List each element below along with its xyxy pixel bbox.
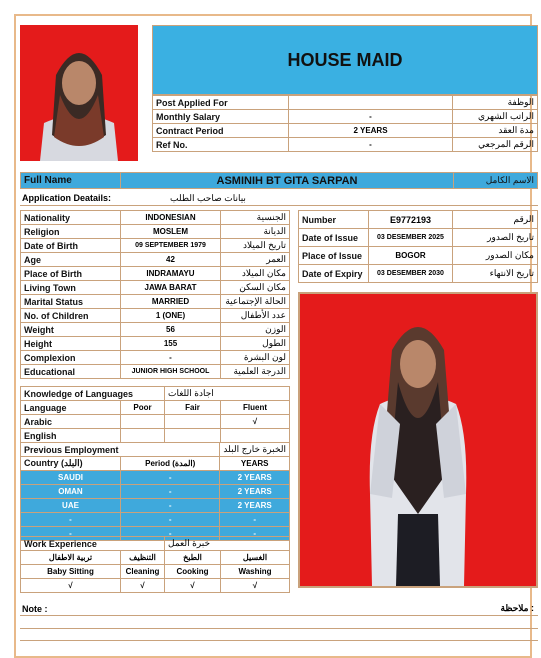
emp-years: 2 YEARS	[220, 499, 290, 513]
passport-row	[299, 229, 538, 247]
nationality-ar: الجنسية	[221, 211, 290, 225]
emp-years: -	[220, 527, 290, 541]
post-value	[289, 96, 453, 110]
issue-date-value: 03 DESEMBER 2025	[369, 229, 453, 247]
language-row	[21, 429, 290, 443]
job-row	[153, 124, 538, 138]
religion-ar: الديانة	[221, 225, 290, 239]
employment-title-ar: الخبرة خارج البلد	[220, 443, 290, 457]
note-line	[20, 628, 538, 629]
emp-period: -	[121, 485, 220, 499]
weight-label: Weight	[21, 323, 121, 337]
skill-ar: تربية الاطفال	[21, 551, 121, 565]
education-label: Educational	[21, 365, 121, 379]
contract-value: 2 YEARS	[289, 124, 453, 138]
experience-en-row	[21, 565, 290, 579]
town-ar: مكان السكن	[221, 281, 290, 295]
post-ar: الوظفة	[453, 96, 538, 110]
emp-country: -	[21, 513, 121, 527]
emp-head-years: YEARS	[220, 457, 290, 471]
portrait-photo	[20, 25, 138, 161]
pob-value: INDRAMAYU	[121, 267, 221, 281]
weight-value: 56	[121, 323, 221, 337]
employment-row	[21, 485, 290, 499]
fullname-bar	[20, 172, 538, 189]
full-body-photo	[298, 292, 538, 588]
fullname-ar: الاسم الكامل	[454, 173, 538, 189]
experience-title-ar: خبرة العمل	[165, 537, 290, 551]
contract-ar: مدة العقد	[453, 124, 538, 138]
issue-date-ar: تاريخ الصدور	[453, 229, 538, 247]
religion-label: Religion	[21, 225, 121, 239]
weight-ar: الوزن	[221, 323, 290, 337]
skill-ar: الطبخ	[165, 551, 221, 565]
employment-row	[21, 513, 290, 527]
experience-title: Work Experience	[21, 537, 165, 551]
emp-country: OMAN	[21, 485, 121, 499]
lang-head-fair: Fair	[165, 401, 221, 415]
post-label: Post Applied For	[153, 96, 289, 110]
personal-row	[21, 281, 290, 295]
job-table	[152, 95, 538, 152]
lang-name: Arabic	[21, 415, 121, 429]
town-value: JAWA BARAT	[121, 281, 221, 295]
personal-row	[21, 239, 290, 253]
passport-row	[299, 265, 538, 283]
app-details-row	[20, 190, 538, 206]
job-row	[153, 138, 538, 152]
marital-label: Marital Status	[21, 295, 121, 309]
lang-head-language: Language	[21, 401, 121, 415]
personal-row	[21, 365, 290, 379]
town-label: Living Town	[21, 281, 121, 295]
expiry-value: 03 DESEMBER 2030	[369, 265, 453, 283]
emp-period: -	[121, 527, 220, 541]
issue-place-value: BOGOR	[369, 247, 453, 265]
age-ar: العمر	[221, 253, 290, 267]
age-value: 42	[121, 253, 221, 267]
languages-title-row	[21, 387, 290, 401]
lang-poor	[121, 429, 165, 443]
personal-table	[20, 210, 290, 379]
pob-label: Place of Birth	[21, 267, 121, 281]
height-label: Height	[21, 337, 121, 351]
skill-mark: √	[221, 579, 290, 593]
app-details-ar: بيانات صاحب الطلب	[170, 193, 246, 203]
skill-ar: التنظيف	[121, 551, 165, 565]
nationality-value: INDONESIAN	[121, 211, 221, 225]
skill-en: Cooking	[165, 565, 221, 579]
employment-title: Previous Employment	[21, 443, 220, 457]
lang-fair	[165, 429, 221, 443]
employment-row	[21, 471, 290, 485]
complexion-value: -	[121, 351, 221, 365]
languages-title: Knowledge of Languages	[21, 387, 165, 401]
personal-row	[21, 337, 290, 351]
employment-row	[21, 499, 290, 513]
lang-head-fluent: Fluent	[221, 401, 290, 415]
languages-table	[20, 386, 290, 443]
education-ar: الدرجة العلمية	[221, 365, 290, 379]
passport-table	[298, 210, 538, 283]
emp-years: 2 YEARS	[220, 485, 290, 499]
expiry-label: Date of Expiry	[299, 265, 369, 283]
nationality-label: Nationality	[21, 211, 121, 225]
passport-number-ar: الرقم	[453, 211, 538, 229]
skill-ar: الغسيل	[221, 551, 290, 565]
emp-years: -	[220, 513, 290, 527]
skill-en: Baby Sitting	[21, 565, 121, 579]
skill-mark: √	[165, 579, 221, 593]
salary-value: -	[289, 110, 453, 124]
ref-value: -	[289, 138, 453, 152]
age-label: Age	[21, 253, 121, 267]
passport-row	[299, 211, 538, 229]
salary-ar: الراتب الشهري	[453, 110, 538, 124]
emp-period: -	[121, 471, 220, 485]
ref-label: Ref No.	[153, 138, 289, 152]
issue-date-label: Date of Issue	[299, 229, 369, 247]
personal-row	[21, 309, 290, 323]
emp-years: 2 YEARS	[220, 471, 290, 485]
skill-en: Washing	[221, 565, 290, 579]
job-row	[153, 110, 538, 124]
emp-country: UAE	[21, 499, 121, 513]
emp-period: -	[121, 513, 220, 527]
personal-row	[21, 211, 290, 225]
employment-table	[20, 442, 290, 541]
languages-title-ar: اجادة اللغات	[165, 387, 290, 401]
lang-name: English	[21, 429, 121, 443]
page-title: HOUSE MAID	[152, 25, 538, 95]
experience-ar-row	[21, 551, 290, 565]
dob-label: Date of Birth	[21, 239, 121, 253]
dob-value: 09 SEPTEMBER 1979	[121, 239, 221, 253]
emp-country: -	[21, 527, 121, 541]
religion-value: MOSLEM	[121, 225, 221, 239]
children-value: 1 (ONE)	[121, 309, 221, 323]
personal-row	[21, 225, 290, 239]
personal-row	[21, 267, 290, 281]
app-details-label: Application Deatails:	[22, 193, 112, 203]
children-ar: عدد الأطفال	[221, 309, 290, 323]
education-value: JUNIOR HIGH SCHOOL	[121, 365, 221, 379]
skill-mark: √	[21, 579, 121, 593]
experience-table	[20, 536, 290, 593]
note-line	[20, 640, 538, 641]
contract-label: Contract Period	[153, 124, 289, 138]
lang-fluent	[221, 429, 290, 443]
experience-title-row	[21, 537, 290, 551]
emp-head-country: Country (البلد)	[21, 457, 121, 471]
emp-period: -	[121, 499, 220, 513]
marital-ar: الحالة الإجتماعية	[221, 295, 290, 309]
personal-row	[21, 295, 290, 309]
skill-mark: √	[121, 579, 165, 593]
fullname-value: ASMINIH BT GITA SARPAN	[121, 173, 454, 189]
marital-value: MARRIED	[121, 295, 221, 309]
lang-head-poor: Poor	[121, 401, 165, 415]
emp-country: SAUDI	[21, 471, 121, 485]
expiry-ar: تاريخ الانتهاء	[453, 265, 538, 283]
emp-head-period: Period (المدة)	[121, 457, 220, 471]
lang-poor	[121, 415, 165, 429]
languages-head-row	[21, 401, 290, 415]
employment-head-row	[21, 457, 290, 471]
issue-place-ar: مكان الصدور	[453, 247, 538, 265]
children-label: No. of Children	[21, 309, 121, 323]
personal-row	[21, 253, 290, 267]
complexion-ar: لون البشرة	[221, 351, 290, 365]
fullname-label: Full Name	[21, 173, 121, 189]
personal-row	[21, 351, 290, 365]
personal-row	[21, 323, 290, 337]
passport-number-value: E9772193	[369, 211, 453, 229]
height-value: 155	[121, 337, 221, 351]
lang-fluent: √	[221, 415, 290, 429]
language-row	[21, 415, 290, 429]
passport-row	[299, 247, 538, 265]
skill-en: Cleaning	[121, 565, 165, 579]
experience-mark-row	[21, 579, 290, 593]
note-row	[20, 600, 538, 616]
passport-number-label: Number	[299, 211, 369, 229]
ref-ar: الرقم المرجعي	[453, 138, 538, 152]
employment-title-row	[21, 443, 290, 457]
dob-ar: تاريخ الميلاد	[221, 239, 290, 253]
complexion-label: Complexion	[21, 351, 121, 365]
salary-label: Monthly Salary	[153, 110, 289, 124]
lang-fair	[165, 415, 221, 429]
pob-ar: مكان الميلاد	[221, 267, 290, 281]
job-row	[153, 96, 538, 110]
note-ar: ملاحظة :	[500, 603, 534, 613]
height-ar: الطول	[221, 337, 290, 351]
note-label: Note :	[22, 604, 48, 614]
issue-place-label: Place of Issue	[299, 247, 369, 265]
